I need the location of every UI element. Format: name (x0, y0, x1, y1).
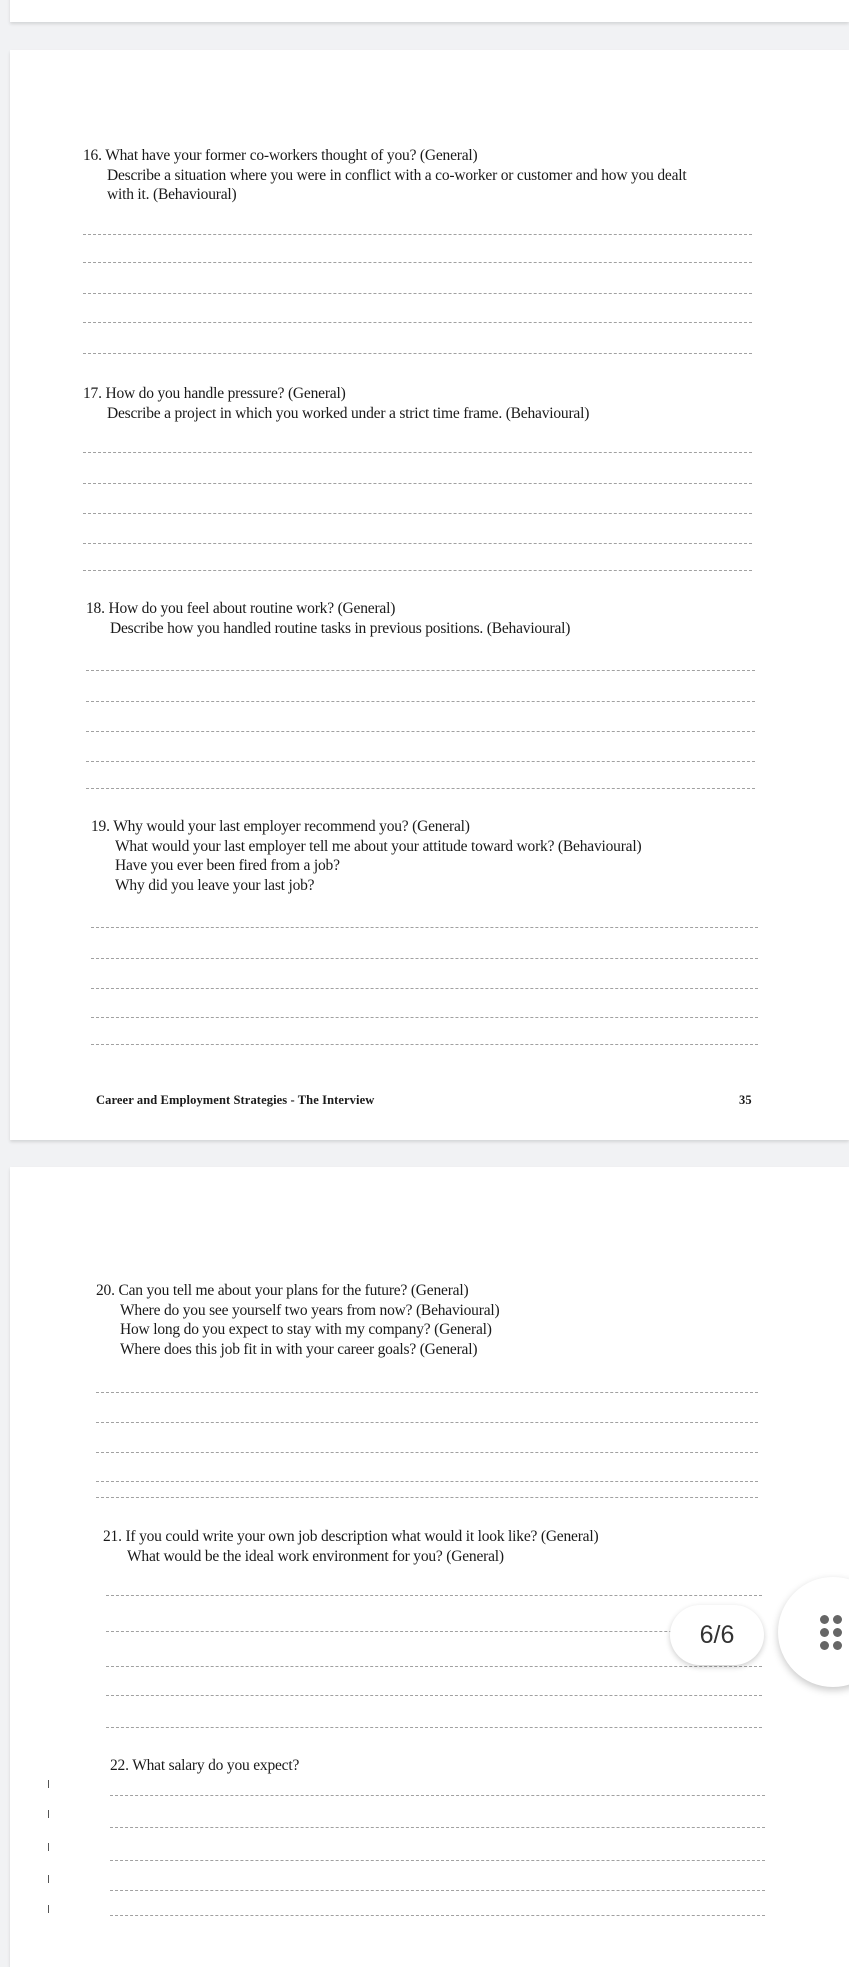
question-number: 16. (83, 147, 102, 164)
answer-line (86, 670, 755, 671)
question-sub: Have you ever been fired from a job? (115, 857, 340, 874)
answer-line (106, 1631, 762, 1632)
answer-line (86, 701, 755, 702)
page-footer-number: 35 (739, 1093, 752, 1107)
question-17 (83, 384, 589, 423)
page-footer-title: Career and Employment Strategies - The Interview (96, 1093, 375, 1107)
answer-line (110, 1860, 765, 1861)
answer-line (96, 1452, 758, 1453)
answer-line (91, 1044, 758, 1045)
question-number: 17. (83, 385, 102, 402)
scroll-mark (48, 1780, 49, 1788)
answer-line (83, 513, 752, 514)
question-main: Can you tell me about your plans for the future? (General) (118, 1282, 469, 1299)
question-number: 18. (86, 600, 105, 617)
answer-line (83, 570, 752, 571)
question-sub: with it. (Behavioural) (107, 186, 237, 203)
question-sub: What would your last employer tell me about your attitude toward work? (Behavioural) (115, 837, 642, 855)
answer-line (110, 1795, 765, 1796)
answer-line (91, 927, 758, 928)
scroll-mark (48, 1810, 49, 1818)
answer-line (83, 452, 752, 453)
answer-line (106, 1595, 762, 1596)
answer-line (83, 293, 752, 294)
question-20 (96, 1281, 499, 1359)
question-main: If you could write your own job description what would it look like? (General) (125, 1528, 599, 1545)
answer-line (110, 1890, 765, 1891)
question-22 (110, 1756, 299, 1776)
answer-line (83, 322, 752, 323)
grid-dots-icon (820, 1615, 842, 1650)
question-main: What have your former co-workers thought of you? (General) (105, 147, 478, 164)
question-18 (86, 599, 570, 638)
answer-line (91, 988, 758, 989)
answer-line (83, 353, 752, 354)
question-sub: Where does this job fit in with your career goals? (General) (120, 1340, 478, 1358)
question-sub: Where do you see yourself two years from now? (Behavioural) (120, 1301, 500, 1319)
answer-line (86, 788, 755, 789)
answer-line (96, 1392, 758, 1393)
answer-line (83, 543, 752, 544)
page-indicator: 6/6 (670, 1605, 764, 1665)
answer-line (83, 234, 752, 235)
question-number: 22. (110, 1757, 129, 1774)
question-21 (103, 1527, 598, 1566)
answer-line (83, 483, 752, 484)
answer-line (96, 1497, 758, 1498)
question-number: 20. (96, 1282, 115, 1299)
scroll-mark (48, 1905, 49, 1913)
answer-line (110, 1827, 765, 1828)
question-sub: How long do you expect to stay with my company? (General) (120, 1321, 492, 1338)
question-19 (91, 817, 641, 895)
answer-line (86, 731, 755, 732)
answer-line (86, 761, 755, 762)
scroll-mark (48, 1875, 49, 1883)
answer-line (106, 1695, 762, 1696)
answer-line (91, 1017, 758, 1018)
answer-line (96, 1422, 758, 1423)
answer-line (91, 958, 758, 959)
question-sub: Describe how you handled routine tasks in previous positions. (Behavioural) (110, 619, 571, 637)
answer-line (106, 1666, 762, 1667)
answer-line (110, 1915, 765, 1916)
question-sub: What would be the ideal work environment for you? (General) (127, 1547, 504, 1565)
answer-line (96, 1481, 758, 1482)
question-main: How do you handle pressure? (General) (105, 385, 346, 402)
question-sub: Why did you leave your last job? (115, 876, 315, 894)
answer-line (106, 1727, 762, 1728)
question-main: What salary do you expect? (132, 1757, 300, 1774)
question-number: 19. (91, 818, 110, 835)
pdf-page-previous (10, 0, 849, 22)
question-16 (83, 146, 686, 205)
question-main: Why would your last employer recommend you? (General) (113, 818, 470, 835)
question-main: How do you feel about routine work? (General) (108, 600, 396, 617)
scroll-mark (48, 1843, 49, 1851)
question-number: 21. (103, 1528, 122, 1545)
pdf-page-35 (10, 50, 849, 1140)
question-sub: Describe a project in which you worked under a strict time frame. (Behavioural) (107, 404, 590, 422)
question-sub: Describe a situation where you were in conflict with a co-worker or customer and how you dealt (107, 166, 687, 184)
answer-line (83, 262, 752, 263)
